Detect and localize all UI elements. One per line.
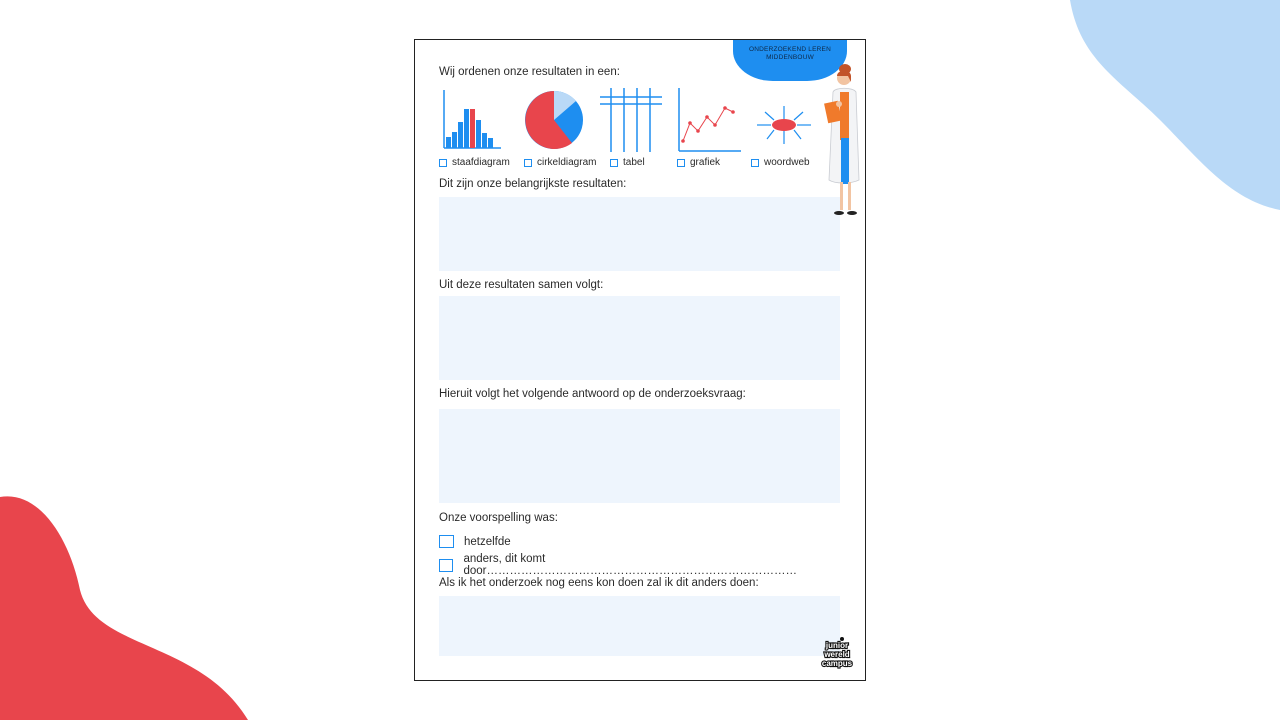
badge-line-2: MIDDENBOUW xyxy=(766,54,814,61)
conclusion-question: Uit deze resultaten samen volgt: xyxy=(439,279,604,291)
redo-answer-box[interactable] xyxy=(439,596,840,656)
redo-question: Als ik het onderzoek nog eens kon doen zal ik dit anders doen: xyxy=(439,577,759,589)
option-label: staafdiagram xyxy=(452,157,510,168)
line-graph-icon xyxy=(679,88,741,151)
results-answer-box[interactable] xyxy=(439,197,840,271)
option-label: tabel xyxy=(623,157,645,168)
research-answer-box[interactable] xyxy=(439,409,840,503)
option-grafiek[interactable] xyxy=(677,157,720,168)
option-label: cirkeldiagram xyxy=(537,157,597,168)
intro-text: Wij ordenen onze resultaten in een: xyxy=(439,66,620,78)
scientist-illustration xyxy=(823,60,863,220)
checkbox[interactable] xyxy=(751,159,759,167)
svg-text:junior: junior xyxy=(825,641,849,650)
option-staafdiagram[interactable] xyxy=(439,157,510,168)
option-tabel[interactable] xyxy=(610,157,645,168)
option-cirkeldiagram[interactable] xyxy=(524,157,596,168)
option-label: anders, dit komt door……………………………………………………………………… xyxy=(463,553,797,577)
word-web-icon xyxy=(757,106,811,144)
badge-line-1: ONDERZOEKEND LEREN xyxy=(749,46,831,53)
svg-text:wereld: wereld xyxy=(824,650,850,659)
results-question: Dit zijn onze belangrijkste resultaten: xyxy=(439,178,627,190)
option-woordweb[interactable] xyxy=(751,157,810,168)
bar-chart-icon xyxy=(444,90,501,148)
svg-text:campus: campus xyxy=(821,659,853,668)
chart-type-options xyxy=(415,157,855,171)
red-blob xyxy=(0,496,248,720)
checkbox[interactable] xyxy=(677,159,685,167)
light-blue-blob xyxy=(1070,0,1280,210)
worksheet-page xyxy=(414,39,866,681)
answer-question: Hieruit volgt het volgende antwoord op de onderzoeksvraag: xyxy=(439,388,746,400)
prediction-option-same[interactable] xyxy=(439,535,511,548)
prediction-option-different[interactable] xyxy=(439,553,865,577)
pie-chart-icon xyxy=(525,91,583,149)
option-label: grafiek xyxy=(690,157,721,168)
checkbox[interactable] xyxy=(439,159,447,167)
conclusion-answer-box[interactable] xyxy=(439,296,840,380)
checkbox[interactable] xyxy=(439,559,453,572)
option-label: hetzelfde xyxy=(464,535,511,548)
checkbox[interactable] xyxy=(610,159,618,167)
option-label: woordweb xyxy=(764,157,810,168)
juniorwereldcampus-logo xyxy=(815,636,859,675)
table-icon xyxy=(600,88,662,152)
prediction-question: Onze voorspelling was: xyxy=(439,512,558,524)
checkbox[interactable] xyxy=(524,159,532,167)
chart-type-icons xyxy=(415,40,855,155)
checkbox[interactable] xyxy=(439,535,454,548)
